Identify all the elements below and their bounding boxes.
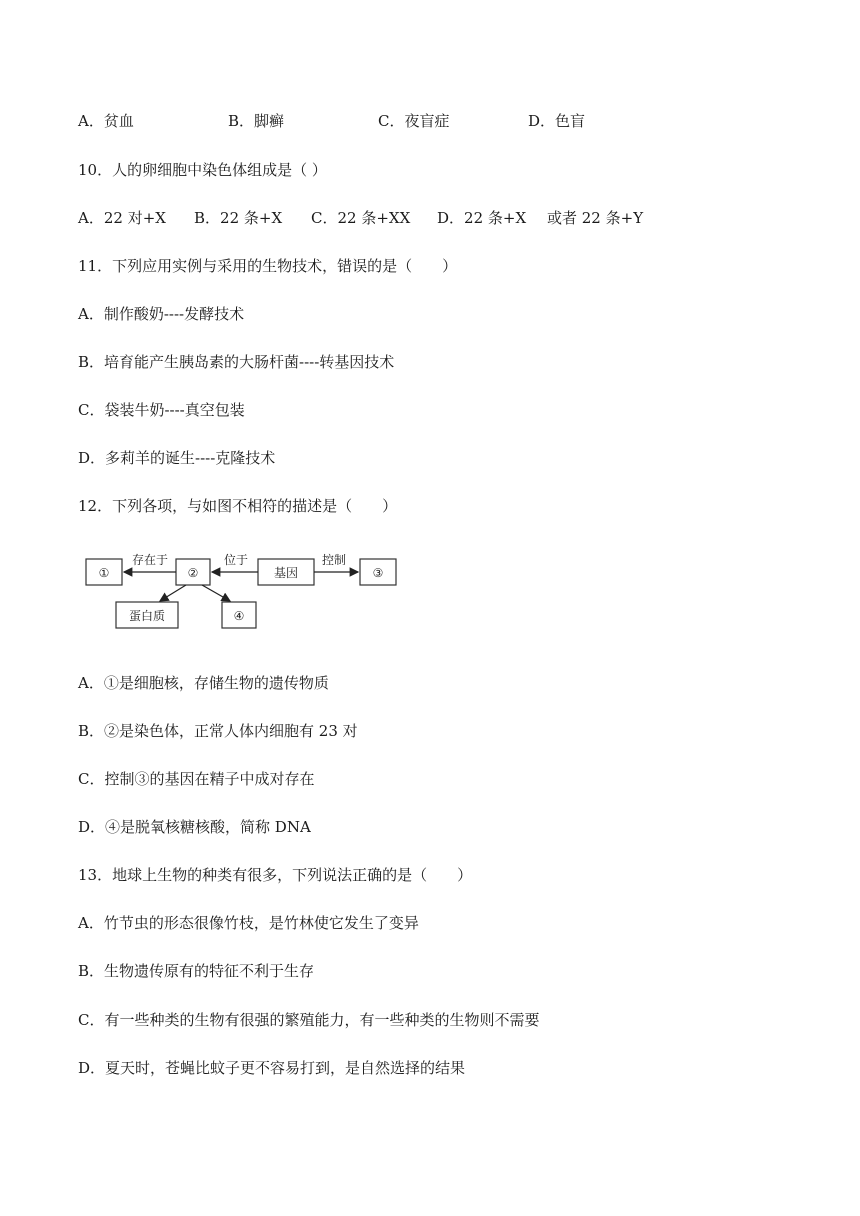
box-gene-label: 基因 [273, 566, 299, 580]
q13-stem: 13．地球上生物的种类有很多，下列说法正确的是（ ） [78, 866, 473, 884]
q9-option-b: B．脚癣 [228, 112, 285, 130]
q12-option-c: C．控制③的基因在精子中成对存在 [78, 770, 315, 788]
q10-option-d-extra: 或者 22 条+Y [547, 209, 644, 227]
q10-option-d: D．22 条+X [437, 209, 527, 227]
q10-option-c: C．22 条+XX [311, 209, 411, 227]
q11-option-d: D．多莉羊的诞生----克隆技术 [78, 449, 276, 467]
q13-option-d: D．夏天时，苍蝇比蚊子更不容易打到，是自然选择的结果 [78, 1059, 466, 1077]
box-1-label: ① [98, 566, 110, 580]
q13-option-a: A．竹节虫的形态很像竹枝，是竹林使它发生了变异 [78, 914, 419, 932]
q12-option-a: A．①是细胞核，存储生物的遗传物质 [78, 674, 329, 692]
q10-option-b: B．22 条+X [194, 209, 283, 227]
q12-stem: 12．下列各项，与如图不相符的描述是（ ） [78, 497, 398, 515]
q11-stem: 11．下列应用实例与采用的生物技术，错误的是（ ） [78, 257, 458, 275]
label-exist: 存在于 [131, 553, 169, 567]
q12-concept-diagram [78, 548, 408, 638]
q11-option-c: C．袋装牛奶----真空包装 [78, 401, 245, 419]
q13-option-c: C．有一些种类的生物有很强的繁殖能力，有一些种类的生物则不需要 [78, 1011, 540, 1029]
q10-option-a: A．22 对+X [78, 209, 166, 227]
q9-option-a: A．贫血 [78, 112, 134, 130]
box-3-label: ③ [372, 566, 384, 580]
q11-option-a: A．制作酸奶----发酵技术 [78, 305, 245, 323]
arrow-to-protein [160, 585, 186, 601]
arrow-to-4 [202, 585, 230, 601]
box-2-label: ② [187, 566, 199, 580]
label-control: 控制 [321, 553, 347, 567]
q12-option-d: D．④是脱氧核糖核酸，简称 DNA [78, 818, 311, 836]
box-protein-label: 蛋白质 [128, 609, 166, 623]
q11-option-b: B．培育能产生胰岛素的大肠杆菌----转基因技术 [78, 353, 395, 371]
q13-option-b: B．生物遗传原有的特征不利于生存 [78, 962, 315, 980]
q9-option-d: D．色盲 [528, 112, 586, 130]
label-locate: 位于 [223, 553, 249, 567]
q10-stem: 10．人的卵细胞中染色体组成是（ ） [78, 161, 327, 179]
q12-option-b: B．②是染色体，正常人体内细胞有 23 对 [78, 722, 358, 740]
q9-option-c: C．夜盲症 [378, 112, 450, 130]
box-4-label: ④ [233, 609, 245, 623]
